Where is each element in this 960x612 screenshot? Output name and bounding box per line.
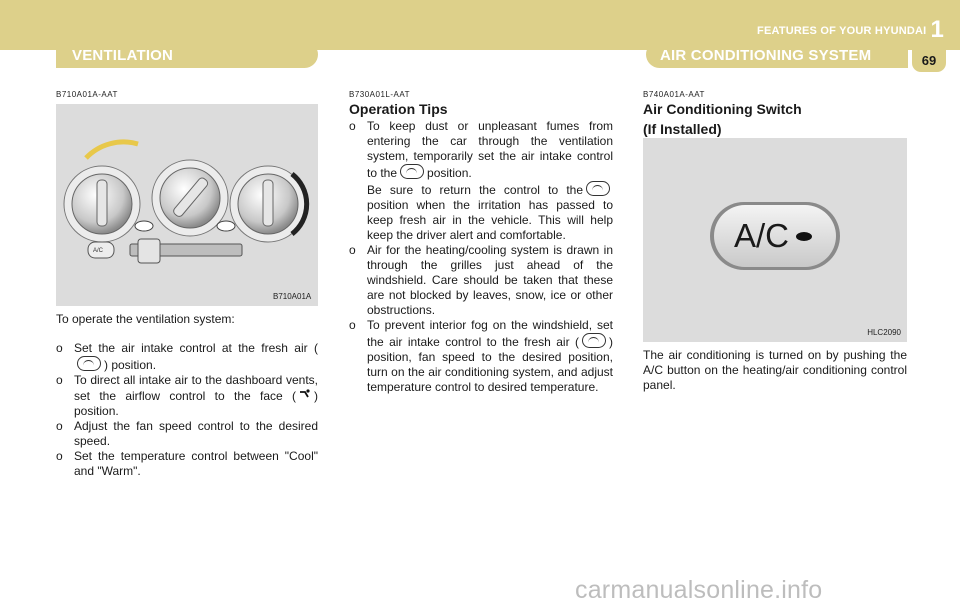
right-section-code: B740A01A-AAT bbox=[643, 90, 705, 99]
ac-switch-description: The air conditioning is turned on by pushing the A/C button on the heating/air conditioning control panel. bbox=[643, 348, 907, 392]
list-item: o Set the air intake control at the fresh air () position. bbox=[56, 341, 318, 372]
list-item: o To keep dust or unpleasant fumes from entering the car through the ventilation system, temporarily set the air intake control to the position. Be sure to return the control to theposition when the irritation has passed to keep fresh air in the vehicle. This will help keep the driver alert and comfortable. bbox=[349, 119, 613, 242]
chapter-number: 1 bbox=[930, 16, 944, 43]
left-section-code: B710A01A-AAT bbox=[56, 90, 118, 99]
chapter-label bbox=[757, 16, 944, 44]
ac-indicator-light bbox=[796, 232, 812, 241]
fresh-air-icon bbox=[582, 333, 606, 348]
ac-switch-heading: Air Conditioning Switch bbox=[643, 101, 802, 117]
chapter-title: FEATURES OF YOUR HYUNDAI bbox=[757, 25, 927, 37]
ac-button-text: A/C bbox=[734, 217, 790, 254]
section-title-air-conditioning: AIR CONDITIONING SYSTEM bbox=[660, 47, 872, 64]
face-vent-icon bbox=[298, 388, 312, 402]
right-figure-label: HLC2090 bbox=[867, 328, 901, 337]
list-item: o To prevent interior fog on the windshield, set the air intake control to the fresh air ( ) position, fan speed to the desired position, turn on the air conditioning system, and adjust temperature control to desired temperature. bbox=[349, 318, 613, 394]
ventilation-intro: To operate the ventilation system: bbox=[56, 312, 235, 326]
recirculation-icon bbox=[586, 181, 610, 196]
ac-button bbox=[714, 205, 836, 267]
recirculation-icon bbox=[400, 164, 424, 179]
left-figure-label: B710A01A bbox=[273, 292, 312, 301]
list-item: o Adjust the fan speed control to the desired speed. bbox=[56, 419, 318, 448]
control-panel-illustration bbox=[56, 104, 318, 306]
figure-ac-button-label: A/C bbox=[93, 248, 104, 254]
operation-tips-heading: Operation Tips bbox=[349, 101, 448, 117]
ventilation-steps bbox=[56, 341, 318, 479]
section-title-ventilation: VENTILATION bbox=[72, 47, 174, 64]
middle-section-code: B730A01L-AAT bbox=[349, 90, 410, 99]
watermark: carmanualsonline.info bbox=[575, 576, 823, 604]
operation-tips-list bbox=[349, 119, 613, 395]
list-item: o To direct all intake air to the dashboard vents, set the airflow control to the face ( ) position. bbox=[56, 373, 318, 418]
recirculation-icon bbox=[77, 356, 101, 371]
page-number: 69 bbox=[912, 50, 946, 72]
ac-button-figure bbox=[643, 138, 907, 342]
ventilation-control-figure bbox=[56, 104, 318, 306]
ac-switch-subheading: (If Installed) bbox=[643, 121, 722, 137]
list-item: o Set the temperature control between "Cool" and "Warm". bbox=[56, 449, 318, 478]
list-item: o Air for the heating/cooling system is drawn in through the grilles just ahead of the windshield. Care should be taken that these are not blocked by leaves, snow, ice or other obstructions. bbox=[349, 243, 613, 317]
